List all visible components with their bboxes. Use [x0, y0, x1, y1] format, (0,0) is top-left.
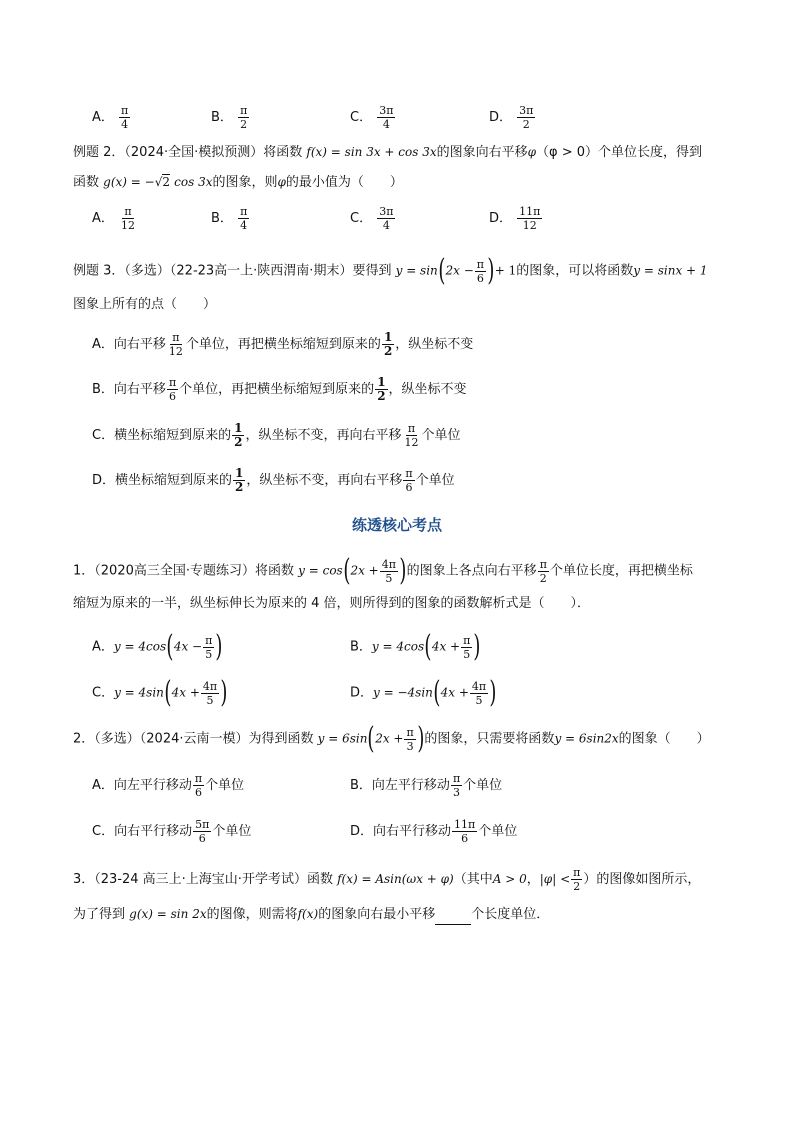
example-3-line-1: 例题 3．（多选）（22-23高一上·陕西渭南·期末）要得到 y = sin(2x − $\frac{\pi}{6}$ )+ 1的图象，可以将函数y = sinx + 1 [73, 253, 708, 288]
fraction: $\frac{3\pi}{4}$ [379, 104, 394, 131]
option-a: A． $\frac{\pi}{4}$ [92, 104, 129, 131]
question-3-line-1: 3．（23-24 高三上·上海宝山·开学考试）函数 f(x) = Asin(ωx + φ)（其中A > 0，|φ| < $\frac{\pi}{2}$ ）的图像如图所示， [73, 866, 701, 893]
example-2-option-b: B． $\frac{\pi}{4}$ [211, 205, 248, 232]
question-2-option-b: B．向左平行移动 $\frac{\pi}{3}$ 个单位 [350, 772, 503, 799]
example-2-option-c: C． $\frac{3\pi}{4}$ [350, 205, 394, 232]
example-3-option-c: C．横坐标缩短到原来的 $\frac{1}{2}$ ，纵坐标不变，再向右平移 $\frac{\pi}{12}$ 个单位 [92, 421, 461, 449]
example-3-option-b: B．向右平移 $\frac{\pi}{6}$ 个单位，再把横坐标缩短到原来的 $\frac{1}{2}$ ，纵坐标不变 [92, 375, 467, 403]
question-2-line-1: 2．（多选）（2024·云南一模）为得到函数 y = 6sin(2x + $\frac{\pi}{3}$ )的图象，只需要将函数y = 6sin2x的图象（ ） [73, 721, 710, 756]
section-title: 练透核心考点 [351, 516, 442, 534]
question-1-line-2: 缩短为原来的一半，纵坐标伸长为原来的 4 倍，则所得到的图象的函数解析式是（ ）． [73, 596, 591, 611]
example-3-line-2: 图象上所有的点（ ） [73, 297, 217, 312]
option-b: B． $\frac{\pi}{2}$ [211, 104, 248, 131]
question-2-option-c: C．向右平行移动 $\frac{5\pi}{6}$ 个单位 [92, 818, 252, 845]
question-2-option-a: A．向左平行移动 $\frac{\pi}{6}$ 个单位 [92, 772, 245, 799]
question-2-option-d: D．向右平行移动 $\frac{11\pi}{6}$ 个单位 [350, 818, 518, 845]
question-1-line-1: 1．（2020高三全国·专题练习）将函数 y = cos(2x + $\frac{4\pi}{5}$ )的图象上各点向右平移 $\frac{\pi}{2}$ 个单位长度，再把横坐标 [73, 553, 693, 588]
example-2-option-a: A． $\frac{\pi}{12}$ [92, 205, 136, 232]
fraction: $\frac{\pi}{2}$ [240, 104, 248, 131]
example-3-option-a: A．向右平移 $\frac{\pi}{12}$ 个单位，再把横坐标缩短到原来的 $\frac{1}{2}$ ，纵坐标不变 [92, 330, 474, 358]
question-1-option-c: C．y = 4sin(4x + $\frac{4\pi}{5}$ ) [92, 675, 228, 710]
example-2-line-2: 函数 g(x) = −√2 cos 3x的图象，则φ的最小值为（ ） [73, 175, 403, 190]
question-1-option-b: B．y = 4cos(4x + $\frac{\pi}{5}$ ) [350, 629, 481, 664]
question-1-option-a: A．y = 4cos(4x − $\frac{\pi}{5}$ ) [92, 629, 223, 664]
example-3-option-d: D．横坐标缩短到原来的 $\frac{1}{2}$ ，纵坐标不变，再向右平移 $\frac{\pi}{6}$ 个单位 [92, 466, 455, 494]
option-c: C． $\frac{3\pi}{4}$ [350, 104, 394, 131]
example-2-option-d: D． $\frac{11\pi}{12}$ [489, 205, 541, 232]
answer-blank[interactable] [435, 910, 471, 925]
question-1-option-d: D．y = −4sin(4x + $\frac{4\pi}{5}$ ) [350, 675, 497, 710]
example-2-line-1: 例题 2．（2024·全国·模拟预测）将函数 f(x) = sin 3x + cos 3x的图象向右平移φ（φ > 0）个单位长度，得到 [73, 145, 703, 160]
option-d: D． $\frac{3\pi}{2}$ [489, 104, 534, 131]
fraction: $\frac{\pi}{4}$ [121, 104, 129, 131]
question-3-line-2: 为了得到 g(x) = sin 2x的图像，则需将f(x)的图象向右最小平移 个长度单位． [73, 904, 549, 925]
fraction: $\frac{3\pi}{2}$ [519, 104, 534, 131]
